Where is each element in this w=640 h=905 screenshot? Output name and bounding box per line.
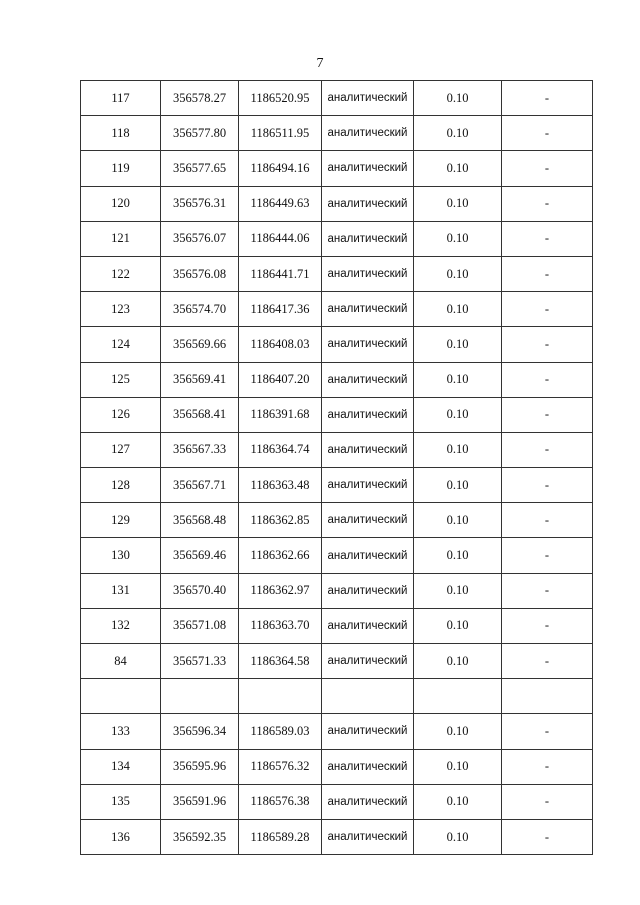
accuracy-cell: 0.10 [414, 644, 502, 679]
x-coordinate-cell: 356577.65 [161, 151, 239, 186]
point-number-cell: 118 [81, 116, 161, 151]
table-row [81, 397, 593, 432]
accuracy-cell: 0.10 [414, 749, 502, 784]
x-coordinate-cell: 356578.27 [161, 81, 239, 116]
point-number-cell: 119 [81, 151, 161, 186]
x-coordinate-cell: 356569.41 [161, 362, 239, 397]
x-coordinate-cell: 356571.33 [161, 644, 239, 679]
accuracy-cell: 0.10 [414, 503, 502, 538]
note-cell: - [502, 819, 593, 854]
method-cell: аналитический [322, 221, 414, 256]
y-coordinate-cell: 1186589.03 [239, 714, 322, 749]
point-number-cell: 126 [81, 397, 161, 432]
point-number-cell: 133 [81, 714, 161, 749]
point-number-cell: 120 [81, 186, 161, 221]
point-number-cell: 134 [81, 749, 161, 784]
point-number-cell: 124 [81, 327, 161, 362]
x-coordinate-cell: 356567.71 [161, 468, 239, 503]
table-row [81, 644, 593, 679]
method-cell: аналитический [322, 327, 414, 362]
method-cell: аналитический [322, 644, 414, 679]
y-coordinate-cell: 1186511.95 [239, 116, 322, 151]
note-cell: - [502, 221, 593, 256]
y-coordinate-cell: 1186362.85 [239, 503, 322, 538]
x-coordinate-cell: 356591.96 [161, 784, 239, 819]
x-coordinate-cell: 356592.35 [161, 819, 239, 854]
note-cell: - [502, 327, 593, 362]
point-number-cell: 129 [81, 503, 161, 538]
table-row [81, 327, 593, 362]
table-row [81, 819, 593, 854]
accuracy-cell: 0.10 [414, 256, 502, 291]
table-row [81, 362, 593, 397]
table-row [81, 256, 593, 291]
table-row [81, 538, 593, 573]
note-cell: - [502, 608, 593, 643]
method-cell: аналитический [322, 186, 414, 221]
accuracy-cell: 0.10 [414, 573, 502, 608]
accuracy-cell: 0.10 [414, 784, 502, 819]
x-coordinate-cell: 356569.66 [161, 327, 239, 362]
y-coordinate-cell: 1186408.03 [239, 327, 322, 362]
table-row [81, 679, 593, 714]
accuracy-cell: 0.10 [414, 819, 502, 854]
accuracy-cell: 0.10 [414, 432, 502, 467]
method-cell: аналитический [322, 749, 414, 784]
point-number-cell: 135 [81, 784, 161, 819]
note-cell [502, 679, 593, 714]
method-cell: аналитический [322, 256, 414, 291]
point-number-cell: 127 [81, 432, 161, 467]
x-coordinate-cell: 356595.96 [161, 749, 239, 784]
y-coordinate-cell: 1186362.97 [239, 573, 322, 608]
y-coordinate-cell [239, 679, 322, 714]
point-number-cell: 132 [81, 608, 161, 643]
page-number: 7 [316, 56, 324, 71]
method-cell: аналитический [322, 503, 414, 538]
accuracy-cell: 0.10 [414, 151, 502, 186]
y-coordinate-cell: 1186589.28 [239, 819, 322, 854]
table-row [81, 116, 593, 151]
table-row [81, 503, 593, 538]
y-coordinate-cell: 1186576.38 [239, 784, 322, 819]
point-number-cell: 125 [81, 362, 161, 397]
y-coordinate-cell: 1186364.58 [239, 644, 322, 679]
note-cell: - [502, 186, 593, 221]
point-number-cell: 84 [81, 644, 161, 679]
y-coordinate-cell: 1186362.66 [239, 538, 322, 573]
point-number-cell: 117 [81, 81, 161, 116]
note-cell: - [502, 749, 593, 784]
x-coordinate-cell: 356567.33 [161, 432, 239, 467]
x-coordinate-cell: 356568.48 [161, 503, 239, 538]
accuracy-cell: 0.10 [414, 327, 502, 362]
accuracy-cell: 0.10 [414, 468, 502, 503]
x-coordinate-cell: 356577.80 [161, 116, 239, 151]
y-coordinate-cell: 1186363.70 [239, 608, 322, 643]
note-cell: - [502, 714, 593, 749]
table-row [81, 468, 593, 503]
y-coordinate-cell: 1186391.68 [239, 397, 322, 432]
table-row [81, 186, 593, 221]
accuracy-cell: 0.10 [414, 186, 502, 221]
note-cell: - [502, 432, 593, 467]
x-coordinate-cell: 356574.70 [161, 292, 239, 327]
point-number-cell: 131 [81, 573, 161, 608]
point-number-cell: 128 [81, 468, 161, 503]
method-cell: аналитический [322, 538, 414, 573]
y-coordinate-cell: 1186520.95 [239, 81, 322, 116]
point-number-cell: 121 [81, 221, 161, 256]
method-cell: аналитический [322, 151, 414, 186]
table-row [81, 749, 593, 784]
point-number-cell: 122 [81, 256, 161, 291]
method-cell: аналитический [322, 573, 414, 608]
y-coordinate-cell: 1186417.36 [239, 292, 322, 327]
x-coordinate-cell: 356576.07 [161, 221, 239, 256]
accuracy-cell: 0.10 [414, 116, 502, 151]
table-row [81, 608, 593, 643]
note-cell: - [502, 292, 593, 327]
note-cell: - [502, 362, 593, 397]
point-number-cell [81, 679, 161, 714]
accuracy-cell: 0.10 [414, 292, 502, 327]
point-number-cell: 123 [81, 292, 161, 327]
note-cell: - [502, 538, 593, 573]
table-row [81, 221, 593, 256]
table-row [81, 81, 593, 116]
accuracy-cell: 0.10 [414, 221, 502, 256]
accuracy-cell: 0.10 [414, 81, 502, 116]
note-cell: - [502, 468, 593, 503]
table-row [81, 292, 593, 327]
table-row [81, 573, 593, 608]
accuracy-cell [414, 679, 502, 714]
x-coordinate-cell [161, 679, 239, 714]
x-coordinate-cell: 356568.41 [161, 397, 239, 432]
note-cell: - [502, 81, 593, 116]
table-row [81, 714, 593, 749]
method-cell: аналитический [322, 432, 414, 467]
method-cell: аналитический [322, 397, 414, 432]
table-row [81, 784, 593, 819]
x-coordinate-cell: 356570.40 [161, 573, 239, 608]
y-coordinate-cell: 1186444.06 [239, 221, 322, 256]
y-coordinate-cell: 1186364.74 [239, 432, 322, 467]
note-cell: - [502, 573, 593, 608]
method-cell: аналитический [322, 292, 414, 327]
note-cell: - [502, 116, 593, 151]
table-row [81, 432, 593, 467]
coordinates-table [80, 80, 593, 855]
accuracy-cell: 0.10 [414, 714, 502, 749]
method-cell [322, 679, 414, 714]
table-row [81, 151, 593, 186]
x-coordinate-cell: 356571.08 [161, 608, 239, 643]
method-cell: аналитический [322, 81, 414, 116]
method-cell: аналитический [322, 116, 414, 151]
coordinates-table-body [81, 81, 593, 855]
note-cell: - [502, 503, 593, 538]
x-coordinate-cell: 356569.46 [161, 538, 239, 573]
point-number-cell: 130 [81, 538, 161, 573]
method-cell: аналитический [322, 362, 414, 397]
y-coordinate-cell: 1186449.63 [239, 186, 322, 221]
y-coordinate-cell: 1186363.48 [239, 468, 322, 503]
x-coordinate-cell: 356576.31 [161, 186, 239, 221]
accuracy-cell: 0.10 [414, 608, 502, 643]
x-coordinate-cell: 356576.08 [161, 256, 239, 291]
y-coordinate-cell: 1186441.71 [239, 256, 322, 291]
accuracy-cell: 0.10 [414, 397, 502, 432]
method-cell: аналитический [322, 608, 414, 643]
method-cell: аналитический [322, 819, 414, 854]
y-coordinate-cell: 1186407.20 [239, 362, 322, 397]
y-coordinate-cell: 1186494.16 [239, 151, 322, 186]
x-coordinate-cell: 356596.34 [161, 714, 239, 749]
point-number-cell: 136 [81, 819, 161, 854]
method-cell: аналитический [322, 784, 414, 819]
note-cell: - [502, 151, 593, 186]
y-coordinate-cell: 1186576.32 [239, 749, 322, 784]
note-cell: - [502, 397, 593, 432]
accuracy-cell: 0.10 [414, 362, 502, 397]
method-cell: аналитический [322, 714, 414, 749]
accuracy-cell: 0.10 [414, 538, 502, 573]
note-cell: - [502, 784, 593, 819]
method-cell: аналитический [322, 468, 414, 503]
note-cell: - [502, 644, 593, 679]
note-cell: - [502, 256, 593, 291]
